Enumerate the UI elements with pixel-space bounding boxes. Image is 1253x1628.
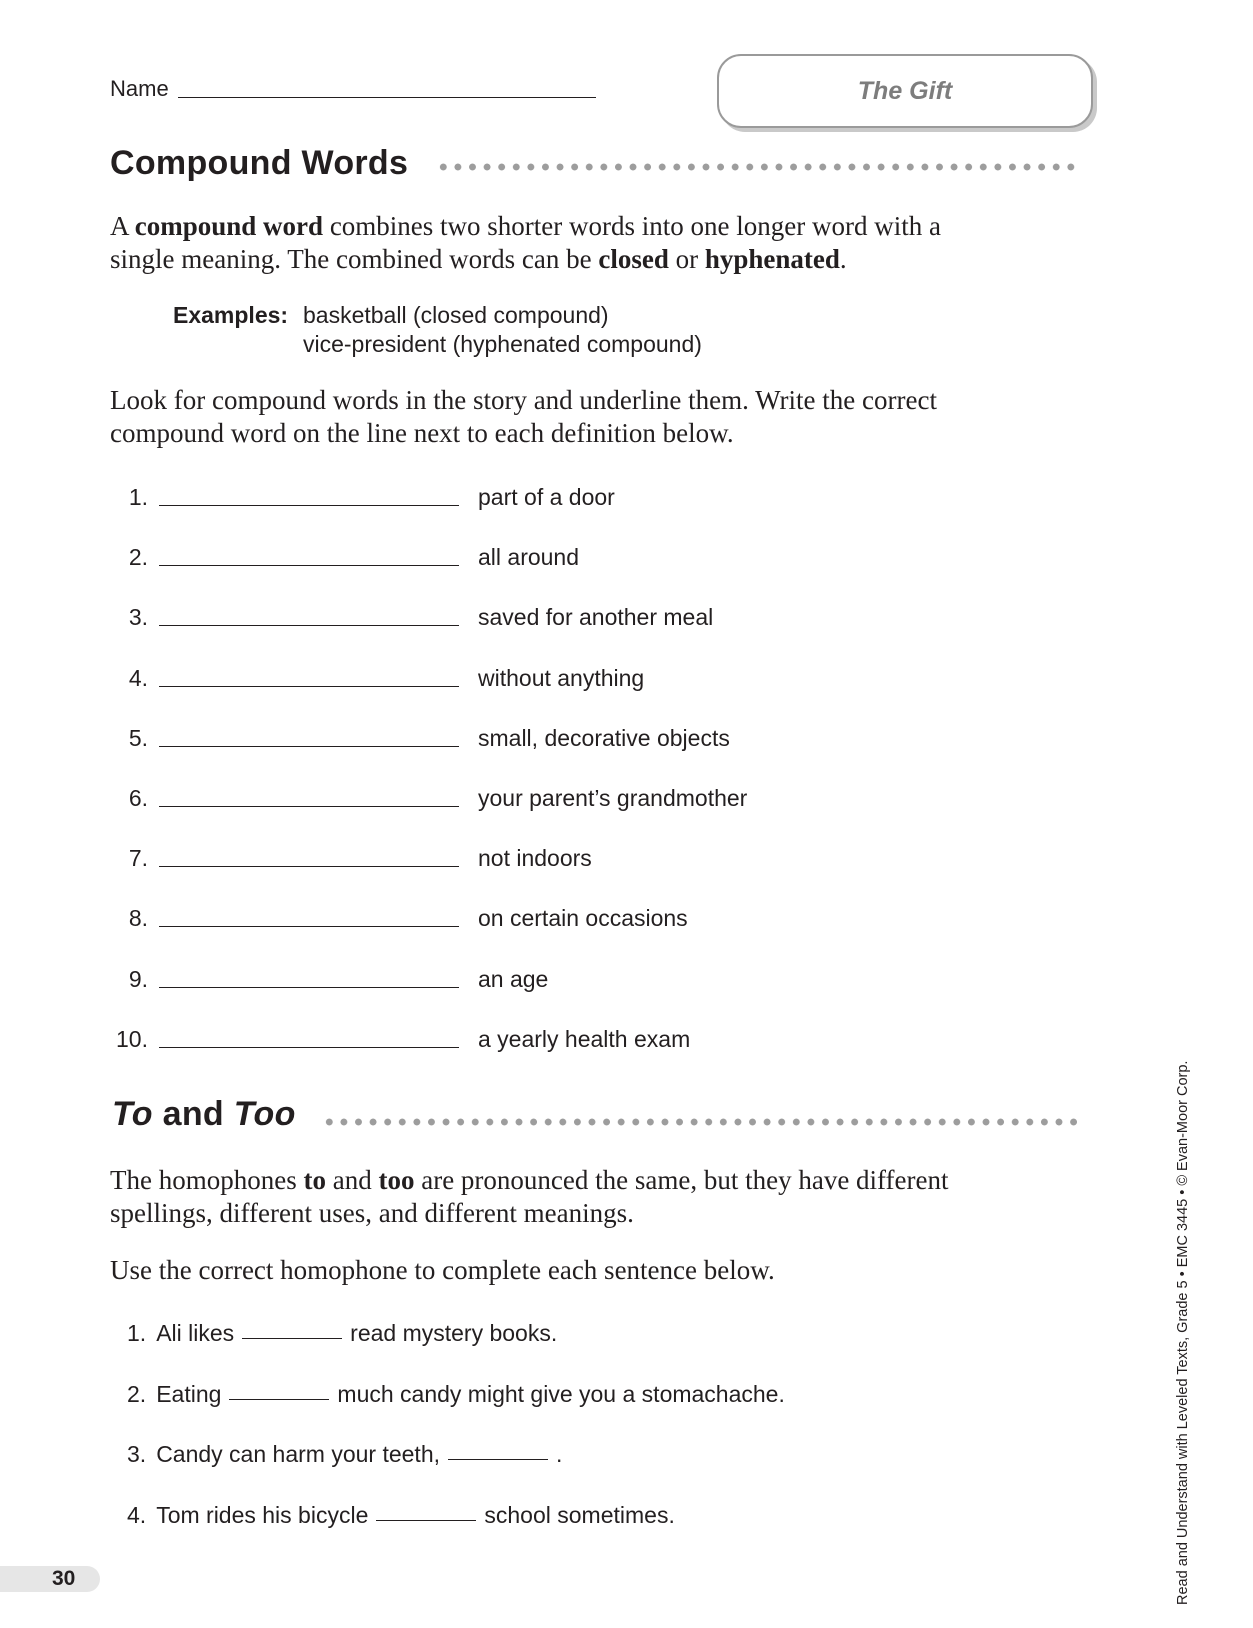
page-number: 30 — [52, 1567, 76, 1590]
copyright-credit: Read and Understand with Leveled Texts, Grade 5 • EMC 3445 • © Evan-Moor Corp. — [1175, 1060, 1191, 1605]
item-number: 9. — [128, 966, 148, 992]
definition-text: an age — [478, 966, 549, 992]
name-write-line[interactable] — [178, 97, 596, 98]
sentence-before: Tom rides his bicycle — [156, 1502, 369, 1528]
item-number: 1. — [128, 484, 148, 510]
sentence-number: 2. — [127, 1381, 147, 1407]
definition-text: all around — [478, 544, 580, 570]
heading-dot-rule — [436, 163, 1082, 171]
item-number: 7. — [128, 845, 148, 871]
item-number: 8. — [128, 905, 148, 931]
answer-line[interactable] — [159, 987, 459, 988]
item-number: 5. — [128, 725, 148, 751]
sentence-item — [127, 1502, 675, 1529]
to-too-intro-paragraph: The homophones to and too are pronounced the same, but they have different spellings, different uses, and different meanings. — [110, 1165, 949, 1228]
item-number: 3. — [128, 604, 148, 630]
definition-text: without anything — [478, 665, 645, 691]
sentence-after: school sometimes. — [484, 1502, 675, 1528]
heading-dot-rule — [322, 1118, 1082, 1126]
homophone-blank[interactable] — [229, 1398, 329, 1400]
sentence-item — [127, 1381, 785, 1408]
examples-label: Examples: — [173, 302, 289, 328]
homophone-blank[interactable] — [242, 1337, 342, 1339]
definition-text: saved for another meal — [478, 604, 714, 630]
sentence-item — [127, 1441, 562, 1468]
answer-line[interactable] — [159, 806, 459, 807]
example-closed: basketball (closed compound) — [303, 302, 609, 328]
answer-line[interactable] — [159, 505, 459, 506]
to-and-too-heading: To and Too — [112, 1095, 296, 1133]
compound-intro-paragraph: A compound word combines two shorter words into one longer word with a single meaning. The combined words can be closed or hyphenated. — [110, 211, 941, 274]
answer-line[interactable] — [159, 1047, 459, 1048]
sentence-item — [127, 1320, 557, 1347]
sentence-number: 4. — [127, 1502, 147, 1528]
answer-line[interactable] — [159, 746, 459, 747]
definition-text: part of a door — [478, 484, 615, 510]
name-label: Name — [110, 76, 169, 101]
answer-line[interactable] — [159, 625, 459, 626]
page-number-tab — [0, 1566, 100, 1592]
sentence-number: 1. — [127, 1320, 147, 1346]
answer-line[interactable] — [159, 926, 459, 927]
sentence-before: Eating — [156, 1381, 222, 1407]
sentence-after: . — [556, 1441, 563, 1467]
answer-line[interactable] — [159, 686, 459, 687]
definition-text: on certain occasions — [478, 905, 688, 931]
item-number: 6. — [128, 785, 148, 811]
homophone-blank[interactable] — [376, 1519, 476, 1521]
sentence-before: Candy can harm your teeth, — [156, 1441, 441, 1467]
story-title: The Gift — [857, 76, 953, 105]
example-hyphenated: vice-president (hyphenated compound) — [303, 331, 702, 357]
to-too-instructions: Use the correct homophone to complete each sentence below. — [110, 1255, 775, 1285]
definition-text: not indoors — [478, 845, 592, 871]
answer-line[interactable] — [159, 565, 459, 566]
examples-block — [173, 301, 702, 357]
sentence-after: read mystery books. — [350, 1320, 558, 1346]
definition-text: small, decorative objects — [478, 725, 730, 751]
item-number: 2. — [128, 544, 148, 570]
item-number: 10. — [116, 1026, 148, 1052]
definition-text: a yearly health exam — [478, 1026, 691, 1052]
homophone-blank[interactable] — [448, 1458, 548, 1460]
sentence-after: much candy might give you a stomachache. — [337, 1381, 785, 1407]
definition-text: your parent’s grandmother — [478, 785, 748, 811]
compound-words-heading: Compound Words — [110, 144, 409, 182]
answer-line[interactable] — [159, 866, 459, 867]
sentence-number: 3. — [127, 1441, 147, 1467]
compound-instructions: Look for compound words in the story and underline them. Write the correct compound word on the line next to each definition below. — [110, 385, 937, 448]
item-number: 4. — [128, 665, 148, 691]
sentence-before: Ali likes — [156, 1320, 235, 1346]
story-title-box — [717, 54, 1093, 128]
